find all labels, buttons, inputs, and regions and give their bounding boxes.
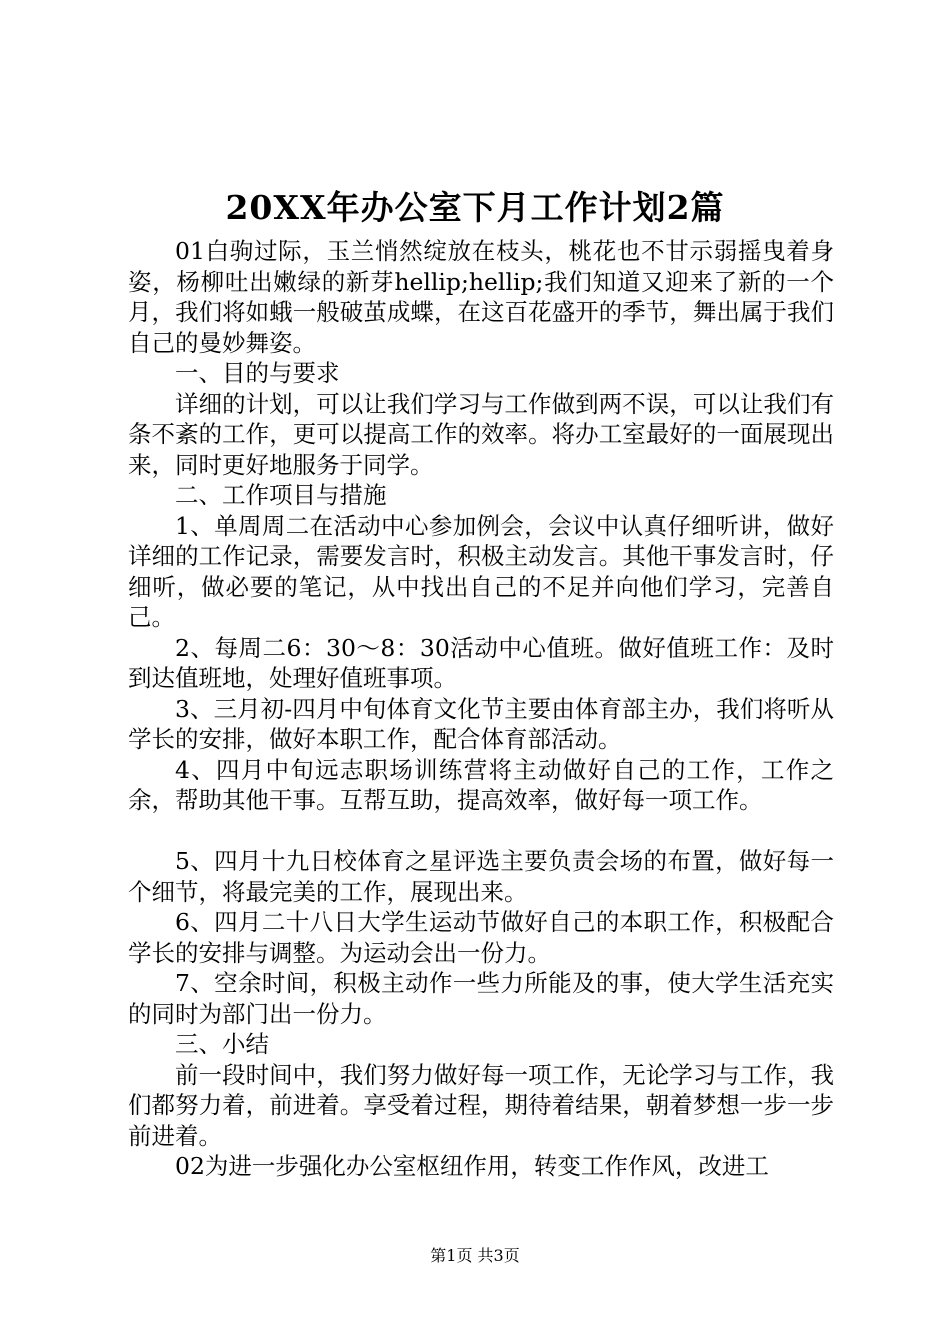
paragraph-intro: 01白驹过际，玉兰悄然绽放在枝头，桃花也不甘示弱摇曳着身姿，杨柳吐出嫩绿的新芽hellip;hellip;我们知道又迎来了新的一个月，我们将如蛾一般破茧成蝶，在这百花盛开的季节，舞出属于我们自己的曼妙舞姿。 (128, 237, 834, 357)
section-heading-summary: 三、小结 (175, 1030, 269, 1058)
paragraph-summary: 前一段时间中，我们努力做好每一项工作，无论学习与工作，我们都努力着，前进着。享受着过程，期待着结果，朝着梦想一步一步前进着。 (128, 1060, 834, 1150)
list-item-7: 7、空余时间，积极主动作一些力所能及的事，使大学生活充实的同时为部门出一份力。 (128, 969, 834, 1028)
section-heading-measures: 二、工作项目与措施 (175, 481, 387, 509)
document-body (128, 236, 834, 1182)
paragraph-goals: 详细的计划，可以让我们学习与工作做到两不误，可以让我们有条不紊的工作，更可以提高工作的效率。将办工室最好的一面展现出来，同时更好地服务于同学。 (128, 389, 834, 479)
list-item-6: 6、四月二十八日大学生运动节做好自己的本职工作，积极配合学长的安排与调整。为运动会出一份力。 (128, 908, 834, 967)
list-item-4: 4、四月中旬远志职场训练营将主动做好自己的工作，工作之余，帮助其他干事。互帮互助，提高效率，做好每一项工作。 (128, 755, 834, 814)
list-item-5: 5、四月十九日校体育之星评选主要负责会场的布置，做好每一个细节，将最完美的工作，展现出来。 (128, 847, 834, 906)
list-item-2: 2、每周二6：30～8：30活动中心值班。做好值班工作：及时到达值班地，处理好值班事项。 (128, 633, 834, 692)
page-number: 第1页 共3页 (430, 1246, 520, 1265)
paragraph-second-article: 02为进一步强化办公室枢纽作用，转变工作作风，改进工 (175, 1152, 769, 1180)
list-item-3: 3、三月初-四月中旬体育文化节主要由体育部主办，我们将听从学长的安排，做好本职工作，配合体育部活动。 (128, 694, 834, 753)
document-title: 20XX年办公室下月工作计划2篇 (225, 188, 725, 227)
section-heading-goals: 一、目的与要求 (175, 359, 340, 387)
list-item-1: 1、单周周二在活动中心参加例会，会议中认真仔细听讲，做好详细的工作记录，需要发言时，积极主动发言。其他干事发言时，仔细听，做必要的笔记，从中找出自己的不足并向他们学习，完善自己。 (128, 511, 834, 631)
